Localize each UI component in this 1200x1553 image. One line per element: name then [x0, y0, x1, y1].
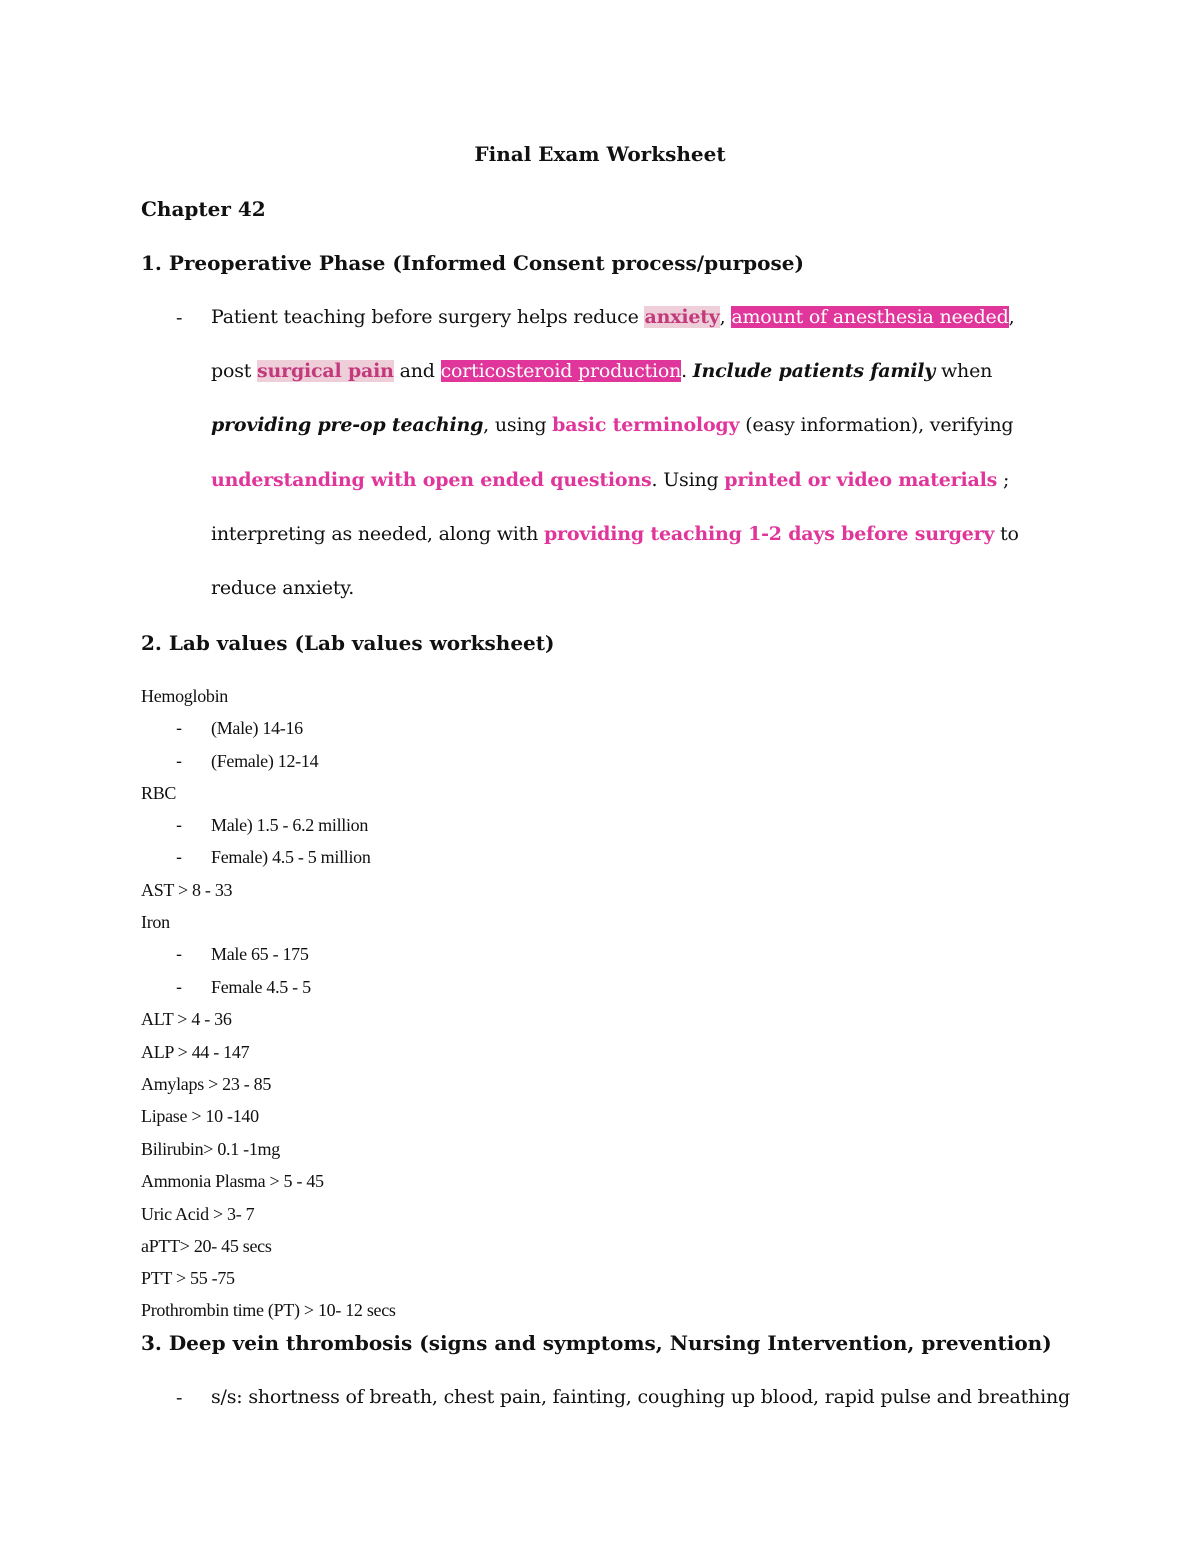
section-1-heading: 1. Preoperative Phase (Informed Consent process/purpose) — [141, 251, 804, 275]
chapter-heading: Chapter 42 — [141, 197, 266, 221]
lab-rbc-male: Male) 1.5 - 6.2 million — [211, 815, 369, 835]
emphasis-family: Include patients family — [692, 360, 936, 382]
bullet-dash: - — [176, 307, 183, 329]
pink-teaching-days: providing teaching 1-2 days before surgery — [543, 523, 995, 545]
dvt-symptoms-line: s/s: shortness of breath, chest pain, fainting, coughing up blood, rapid pulse and breathing — [211, 1386, 1071, 1408]
text-run: , — [719, 306, 732, 328]
lab-lipase: Lipase > 10 -140 — [141, 1106, 259, 1126]
lab-iron-female: Female 4.5 - 5 — [211, 977, 311, 997]
highlight-surgical-pain: surgical pain — [257, 360, 394, 382]
lab-alt: ALT > 4 - 36 — [141, 1009, 232, 1029]
text-run: and — [393, 360, 441, 382]
bullet-dash: - — [176, 847, 183, 868]
bullet-dash: - — [176, 944, 183, 965]
bullet-dash: - — [176, 977, 183, 998]
text-run: . — [681, 360, 693, 382]
lab-ammonia: Ammonia Plasma > 5 - 45 — [141, 1171, 324, 1191]
paragraph-line-2 — [211, 360, 992, 382]
text-run: , using — [483, 414, 553, 436]
paragraph-line-6: reduce anxiety. — [211, 577, 355, 599]
paragraph-line-5 — [211, 523, 1019, 545]
paragraph-line-1 — [211, 306, 1014, 328]
paragraph-line-3 — [211, 414, 1013, 436]
lab-iron: Iron — [141, 912, 170, 932]
pink-materials: printed or video materials — [724, 469, 998, 491]
lab-uric-acid: Uric Acid > 3- 7 — [141, 1204, 255, 1224]
lab-pt: Prothrombin time (PT) > 10- 12 secs — [141, 1300, 396, 1320]
section-2-heading: 2. Lab values (Lab values worksheet) — [141, 631, 555, 655]
lab-alp: ALP > 44 - 147 — [141, 1042, 250, 1062]
emphasis-pre-op: providing pre-op teaching — [211, 414, 484, 436]
text-run: (easy information), verifying — [739, 414, 1014, 436]
text-run: post — [211, 360, 258, 382]
pink-basic-terminology: basic terminology — [552, 414, 740, 436]
lab-bilirubin: Bilirubin> 0.1 -1mg — [141, 1139, 280, 1159]
highlight-anxiety: anxiety — [644, 306, 720, 328]
highlight-corticosteroid: corticosteroid production — [440, 360, 682, 382]
paragraph-line-4 — [211, 469, 1009, 491]
lab-iron-male: Male 65 - 175 — [211, 944, 309, 964]
document-title: Final Exam Worksheet — [474, 142, 726, 166]
lab-aptt: aPTT> 20- 45 secs — [141, 1236, 272, 1256]
text-run: to — [994, 523, 1019, 545]
lab-ast: AST > 8 - 33 — [141, 880, 233, 900]
pink-open-ended: understanding with open ended questions — [211, 469, 652, 491]
text-run: . Using — [651, 469, 725, 491]
highlight-anesthesia: amount of anesthesia needed — [731, 306, 1009, 328]
text-run: interpreting as needed, along with — [211, 523, 544, 545]
lab-hgb-male: (Male) 14-16 — [211, 718, 303, 738]
text-run: Patient teaching before surgery helps reduce — [211, 306, 645, 328]
lab-rbc-female: Female) 4.5 - 5 million — [211, 847, 371, 867]
bullet-dash: - — [176, 1387, 183, 1409]
lab-hgb-female: (Female) 12-14 — [211, 751, 319, 771]
bullet-dash: - — [176, 751, 183, 772]
text-run: , — [1008, 306, 1015, 328]
bullet-dash: - — [176, 718, 183, 739]
lab-ptt: PTT > 55 -75 — [141, 1268, 235, 1288]
lab-rbc: RBC — [141, 783, 177, 803]
lab-hemoglobin: Hemoglobin — [141, 686, 228, 706]
bullet-dash: - — [176, 815, 183, 836]
lab-amylase: Amylaps > 23 - 85 — [141, 1074, 272, 1094]
text-run: when — [935, 360, 993, 382]
section-3-heading: 3. Deep vein thrombosis (signs and symptoms, Nursing Intervention, prevention) — [141, 1331, 1052, 1355]
text-run: ; — [997, 469, 1010, 491]
